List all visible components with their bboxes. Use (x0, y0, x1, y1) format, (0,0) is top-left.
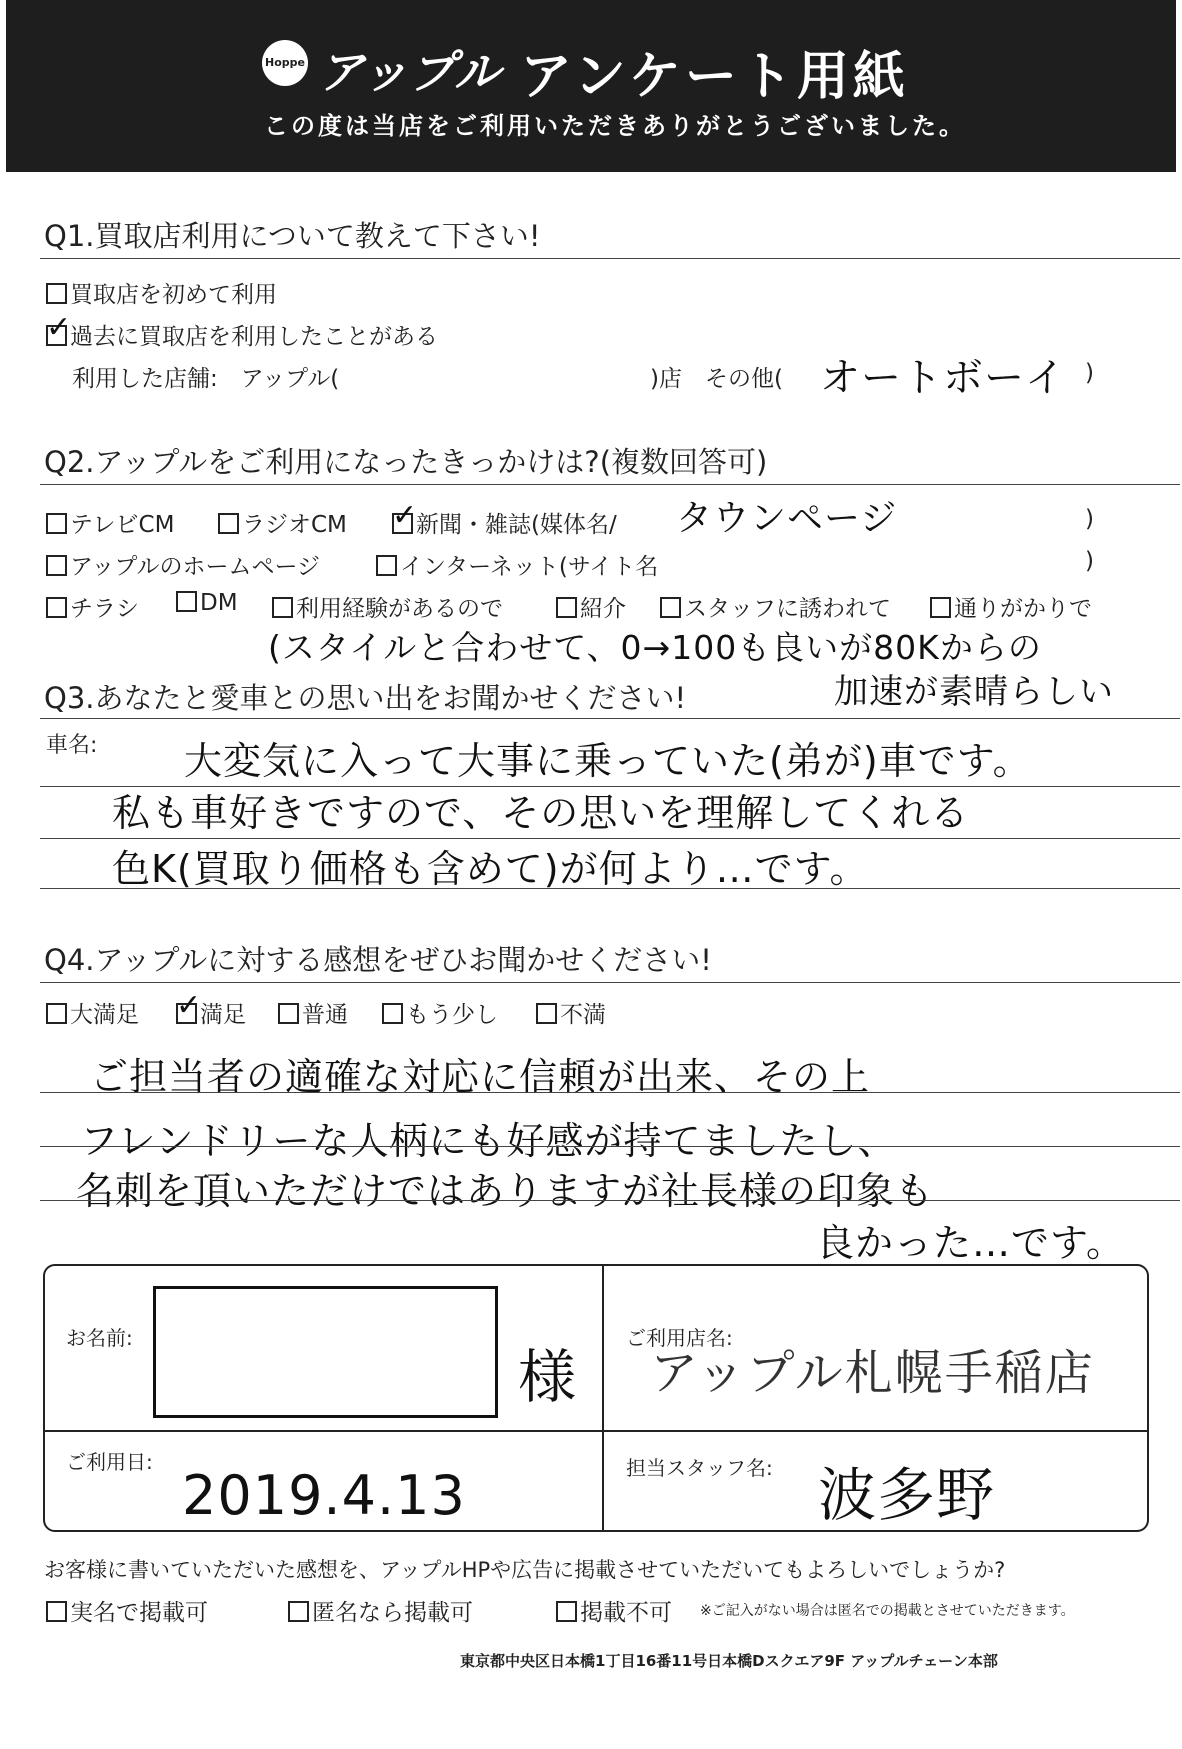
checkbox[interactable] (536, 1003, 557, 1024)
q4-option-very-satisfied[interactable]: 大満足 (46, 996, 139, 1029)
q2-option-internet[interactable]: インターネット(サイト名 (376, 548, 658, 581)
q3-comment-line-1: 大変気に入って大事に乗っていた(弟が)車です。 (184, 739, 1032, 783)
checkbox[interactable] (218, 513, 239, 534)
q1-store-close: ) (1085, 360, 1094, 386)
store-name-label: ご利用店名: (626, 1326, 733, 1350)
sama-handwritten: 様 (518, 1343, 578, 1411)
name-field-redacted[interactable] (153, 1286, 498, 1418)
q2-option-tvcm[interactable]: テレビCM (46, 506, 174, 539)
checkbox[interactable] (288, 1601, 309, 1622)
q2-option-dm[interactable]: DM (176, 590, 238, 616)
q2-option-staff[interactable]: スタッフに誘われて (660, 590, 891, 623)
q1-store-suffix: )店 その他( (650, 366, 783, 392)
q4-option-satisfied[interactable]: ✓ 満足 (176, 996, 246, 1029)
q1-other-store-handwritten: オートボーイ (820, 355, 1066, 401)
checkbox-checked[interactable] (392, 513, 413, 534)
date-label: ご利用日: (66, 1450, 153, 1474)
q4-divider (40, 982, 1180, 983)
q2-divider (40, 484, 1180, 485)
q4-question: Q4.アップルに対する感想をぜひお聞かせください! (44, 943, 712, 977)
q4-comment-line-4: 良かった…です。 (816, 1221, 1125, 1265)
brand-name: アップル (318, 45, 501, 99)
info-center-divider (602, 1264, 604, 1532)
store-name-stamp: アップル札幌手稲店 (650, 1345, 1095, 1401)
q3-question: Q3.あなたと愛車との思い出をお聞かせください! (44, 681, 687, 715)
checkbox[interactable] (382, 1003, 403, 1024)
checkbox[interactable] (176, 591, 197, 612)
staff-name-handwritten: 波多野 (818, 1461, 996, 1529)
q3-comment-line-3: 色K(買取り価格も含めて)が何より…です。 (112, 847, 869, 891)
checkbox[interactable] (556, 597, 577, 618)
q1-option-first-time[interactable]: 買取店を初めて利用 (46, 276, 277, 309)
q3-comment-line-2: 私も車好きですので、その思いを理解してくれる (112, 791, 970, 835)
q3-car-label: 車名: (46, 733, 98, 758)
date-handwritten: 2019.4.13 (182, 1464, 466, 1527)
q2-option-homepage[interactable]: アップルのホームページ (46, 548, 320, 581)
q2-option-flyer[interactable]: チラシ (46, 590, 139, 623)
checkbox[interactable] (278, 1003, 299, 1024)
consent-note: ※ご記入がない場合は匿名での掲載とさせていただきます。 (700, 1603, 1075, 1619)
q4-rule-1 (40, 1092, 1180, 1093)
checkbox[interactable] (556, 1601, 577, 1622)
q4-option-dissatisfied[interactable]: 不満 (536, 996, 606, 1029)
checkbox[interactable] (930, 597, 951, 618)
q2-close2: ) (1085, 548, 1094, 574)
q1-store-prefix: 利用した店舗: アップル( (72, 366, 340, 392)
q2-option-newspaper[interactable]: ✓ 新聞・雑誌(媒体名/ (392, 506, 617, 539)
checkbox[interactable] (660, 597, 681, 618)
q4-comment-line-1: ご担当者の適確な対応に信頼が出来、その上 (90, 1055, 871, 1099)
q3-divider (40, 718, 1180, 719)
checkbox[interactable] (376, 555, 397, 576)
consent-option-anonymous[interactable]: 匿名なら掲載可 (288, 1594, 473, 1627)
checkbox[interactable] (46, 513, 67, 534)
consent-option-no[interactable]: 掲載不可 (556, 1594, 672, 1627)
q4-option-normal[interactable]: 普通 (278, 996, 348, 1029)
name-label: お名前: (66, 1326, 133, 1350)
apple-logo-icon (262, 40, 308, 86)
consent-option-real-name[interactable]: 実名で掲載可 (46, 1594, 208, 1627)
staff-name-label: 担当スタッフ名: (626, 1456, 773, 1480)
form-subtitle: この度は当店をご利用いただきありがとうございました。 (264, 112, 966, 140)
checkbox[interactable] (46, 597, 67, 618)
q3-handwritten-insert: (スタイルと合わせて、0→100も良いが80Kからの (268, 628, 1042, 667)
logo-text: Hoppe (265, 56, 305, 69)
q2-close1: ) (1085, 506, 1094, 532)
q4-comment-line-3: 名刺を頂いただけではありますが社長様の印象も (76, 1169, 935, 1213)
q1-divider (40, 258, 1180, 259)
q4-rule-3 (40, 1200, 1180, 1201)
checkbox[interactable] (46, 555, 67, 576)
footer-address: 東京都中央区日本橋1丁目16番11号日本橋Dスクエア9F アップルチェーン本部 (460, 1652, 998, 1670)
checkbox-checked[interactable] (46, 325, 67, 346)
checkbox[interactable] (46, 1601, 67, 1622)
q2-option-radiocm[interactable]: ラジオCM (218, 506, 347, 539)
form-title: アンケート用紙 (520, 47, 909, 107)
checkbox[interactable] (46, 1003, 67, 1024)
q3-rule-3 (40, 888, 1180, 889)
q2-option-experience[interactable]: 利用経験があるので (272, 590, 503, 623)
checkbox-checked[interactable] (176, 1003, 197, 1024)
checkbox[interactable] (272, 597, 293, 618)
q2-option-passing[interactable]: 通りがかりで (930, 590, 1092, 623)
q1-option-used-before[interactable]: ✓過去に買取店を利用したことがある (46, 318, 438, 351)
q1-question: Q1.買取店利用について教えて下さい! (44, 219, 541, 253)
q4-option-bit-more[interactable]: もう少し (382, 996, 498, 1029)
q2-question: Q2.アップルをご利用になったきっかけは?(複数回答可) (44, 445, 768, 479)
checkbox[interactable] (46, 283, 67, 304)
q2-media-handwritten: タウンページ (676, 498, 898, 539)
q3-handwritten-accel: 加速が素晴らしい (834, 672, 1114, 712)
info-middle-divider (43, 1430, 1149, 1432)
q4-rule-2 (40, 1146, 1180, 1147)
consent-question: お客様に書いていただいた感想を、アップルHPや広告に掲載させていただいてもよろしいでしょうか? (44, 1558, 1006, 1582)
q2-option-referral[interactable]: 紹介 (556, 590, 626, 623)
q4-comment-line-2: フレンドリーな人柄にも好感が持てましたし、 (80, 1119, 897, 1163)
